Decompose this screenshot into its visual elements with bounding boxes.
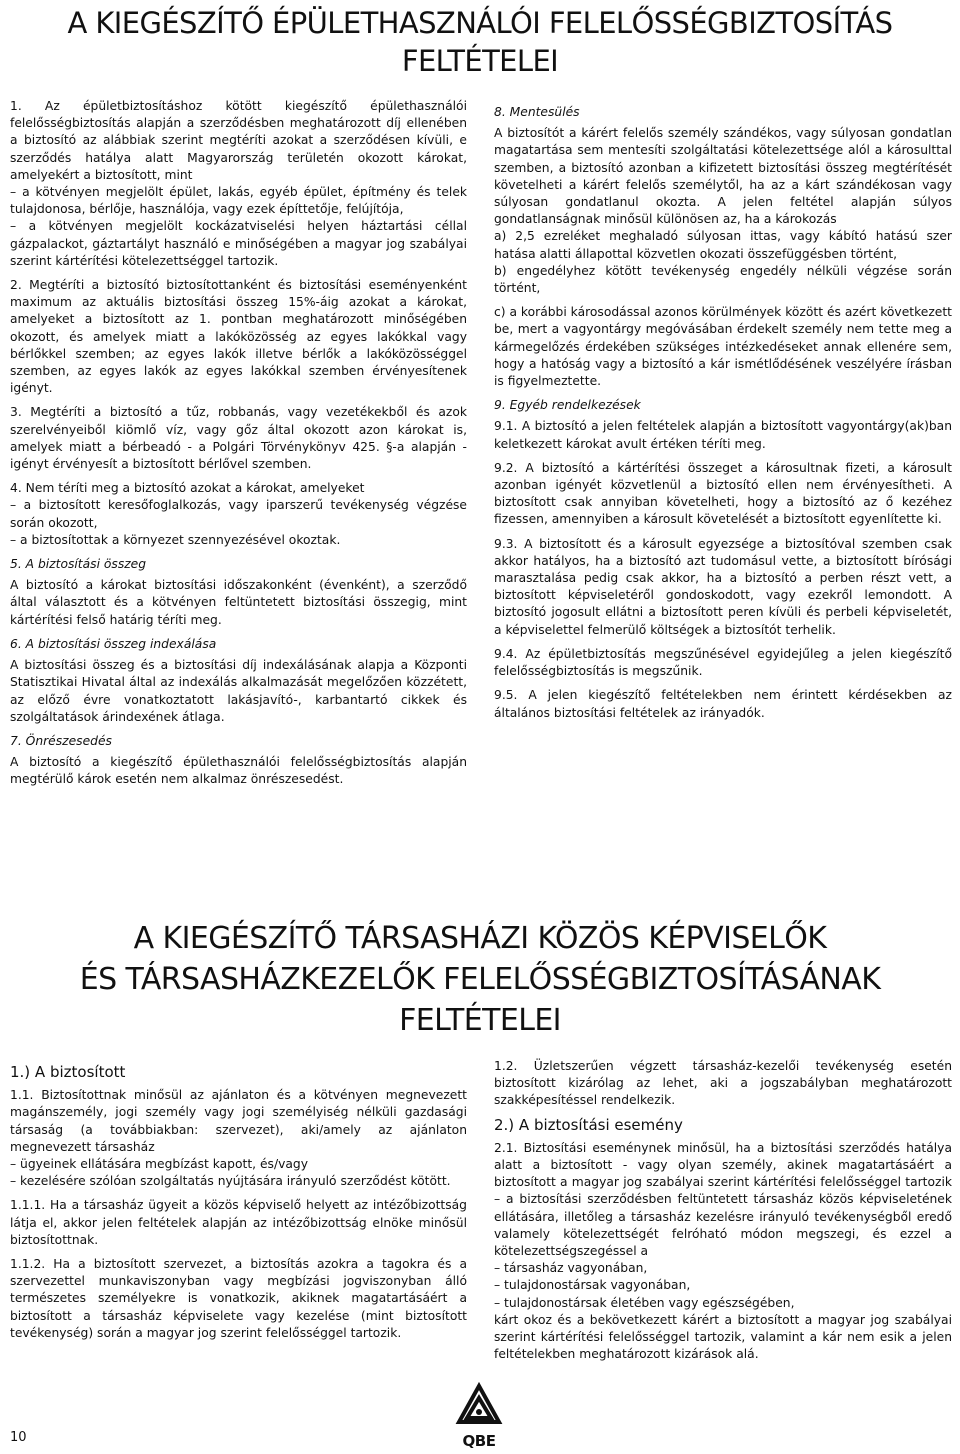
paragraph: 1.2. Üzletszerűen végzett társasház-kezelői tevékenység esetén biztosított kizárólag az lehet, aki a jogszabályban meghatározott szakképesítéssel rendelkezik. (494, 1059, 952, 1108)
section-heading: 9. Egyéb rendelkezések (494, 398, 641, 413)
section-heading: 5. A biztosítási összeg (10, 557, 147, 572)
paragraph: 9.1. A biztosító a jelen feltételek alapján a biztosított vagyontárgy(ak)ban keletkezett károkat avult értéken téríti meg. (494, 419, 952, 451)
paragraph: a) 2,5 ezreléket meghaladó súlyosan ittas, vagy kábító hatású szer hatása alatti állapottal közvetlen okozati összefüggésben történt, (494, 229, 952, 261)
section-heading: 1.) A biztosított (10, 1063, 126, 1081)
title-line: A KIEGÉSZÍTŐ TÁRSASHÁZI KÖZÖS KÉPVISELŐK (133, 921, 827, 956)
paragraph: 9.2. A biztosító a kártérítési összeget a károsultnak fizeti, a károsult azonban igényét közvetlenül a biztosító ellen nem érvényesítheti. A biztosított csak annyiban követelheti, hogy a biztosító az ő kezéhez fizessen, amennyiben a károsult követelését a biztosított egyenlítette ki. (494, 460, 952, 527)
title-line: FELTÉTELEI (401, 44, 559, 78)
paragraph: – kezelésére szólóan szolgáltatás nyújtására irányuló szerződést kötött. (10, 1174, 451, 1189)
paragraph: 9.4. Az épületbiztosítás megszűnésével egyidejűleg a jelen kiegészítő felelősségbiztosítás is megszűnik. (494, 646, 952, 679)
paragraph: – a biztosítottak a környezet szennyezésével okoztak. (10, 532, 341, 547)
column-right-bottom (494, 1058, 952, 1370)
column-right-top (494, 98, 952, 729)
section-heading: 8. Mentesülés (494, 105, 580, 119)
paragraph: A biztosító a kiegészítő épülethasználói felelősségbiztosítás alapján megtérülő károk esetén nem alkalmaz önrészesedést. (10, 755, 467, 787)
paragraph: 9.3. A biztosított és a károsult egyezsége a biztosítóval szemben csak akkor hatályos, ha a biztosító azt tudomásul vette, a biztosított bírósági marasztalása pedig csak akkor, ha a biztosító a perben részt vett, a biztosított képviseletéről gondoskodott, vagy ezekről lemondott. A biztosító jogosult ellátni a biztosított peren kívüli és perbeli képviseletét, a képviselettel felmerülő költségek a biztosítót terhelik. (494, 536, 952, 637)
paragraph: 9.5. A jelen kiegészítő feltételekben nem érintett kérdésekben az általános biztosítási feltételek az irányadók. (494, 688, 952, 720)
paragraph: – tulajdonostársak vagyonában, (494, 1278, 691, 1293)
paragraph: kárt okoz és a bekövetkezett kárért a biztosított a magyar jog szabályai szerint kártérítési felelősséggel tartozik, valamint a kár nem esik a jelen feltételekben meghatározott kizárások alá. (494, 1312, 952, 1362)
paragraph: A biztosító a károkat biztosítási időszakonként (évenként), a szerződő által választott és a kötvényen feltüntetett biztosítási összegig, mint kártérítési felső határig téríti meg. (10, 578, 467, 627)
section-title-building-liability (0, 4, 960, 80)
paragraph: b) engedélyhez kötött tevékenység engedély nélküli végzése során történt, (494, 263, 952, 296)
paragraph: 1.1. Biztosítottnak minősül az ajánlaton és a kötvényen megnevezett magánszemély, jogi személy vagy jogi személyiség nélküli gazdasági társaság (a továbbiakban: szervezet), aki/amely az ajánlaton megnevezett társasház (10, 1088, 467, 1154)
paragraph: – a kötvényen megjelölt épület, lakás, egyéb épület, építmény és telek tulajdonosa, bérlője, használója, vagy ezek építtetője, felújítója, (10, 185, 467, 217)
paragraph: 3. Megtéríti a biztosító a tűz, robbanás, vagy vezetékekből és azok szerelvényeiből kiömlő víz, vagy gőz által okozott azon károkat is, amelyek miatt a bérbeadó - a Polgári Törvénykönyv 425. §-a alapján - igényt érvényesít a biztosított bérlővel szemben. (10, 405, 467, 472)
section-title-condominium-liability (0, 918, 960, 1041)
title-line: FELTÉTELEI (399, 1003, 561, 1038)
paragraph: c) a korábbi károsodással azonos körülmények között és azért következett be, mert a vagyontárgy megóvásában érdekelt személy nem tette meg a kármegelőzés érdekében szükséges intézkedéseket annak ellenére sem, hogy a hatóság vagy a biztosító a kár ismétlődésének veszélyére írásban is figyelmeztette. (494, 305, 952, 389)
paragraph: 1. Az épületbiztosításhoz kötött kiegészítő épülethasználói felelősségbiztosítás alapján a szerződésben meghatározott díj ellenében a biztosító az alábbiak szerint megtéríti azokat a szerződésen kívüli, e szerződés hatálya alatt Magyarország területén okozott károkat, amelyekért a biztosított, mint (10, 99, 467, 182)
paragraph: A biztosítási összeg és a biztosítási díj indexálásának alapja a Központi Statisztikai Hivatal által az indexálás alkalmazását megelőzően közzétett, az előző évre vonatkoztatott lakásjavító-, karbantartó cikkek és szolgáltatások árindexének átlaga. (10, 658, 467, 724)
column-left-bottom (10, 1058, 467, 1349)
section-heading: 2.) A biztosítási esemény (494, 1115, 683, 1134)
logo-text: QBE (462, 1432, 496, 1450)
paragraph: – tulajdonostársak életében vagy egészségében, (494, 1295, 795, 1310)
paragraph: – ügyeinek ellátására megbízást kapott, és/vagy (10, 1157, 308, 1172)
paragraph: A biztosítót a kárért felelős személy szándékos, vagy súlyosan gondatlan magatartása sem mentesíti szolgáltatási kötelezettsége alól a károsulttal szemben, a biztosító azonban a kifizetett biztosítási összeg megtérítését követelheti a kárért felelős személytől, ha az a kárt szándékosan vagy súlyosan gondatlanul okozta. A jelen feltétel alapján súlyos gondatlanságnak minősül különösen az, ha a károkozás (494, 126, 952, 227)
paragraph: – a kötvényen megjelölt kockázatviselési helyen háztartási céllal gázpalackot, gáztartályt használó e minőségében a magyar jog szabályai szerint kártérítési kötelezettséggel tartozik. (10, 219, 467, 268)
paragraph: 1.1.2. Ha a biztosított szervezet, a biztosítás azokra a tagokra és a szervezettel munkaviszonyban vagy megbízási jogviszonyban álló természetes személyekre is vonatkozik, akiknek magatartásáért a biztosított a társasház képviselete vagy kezelése (mint biztosított tevékenység) során a magyar jog szerint felelősséggel tartozik. (10, 1257, 467, 1340)
column-left-top (10, 98, 467, 796)
paragraph: 2.1. Biztosítási eseménynek minősül, ha a biztosítási szerződés hatálya alatt a biztosított - vagy olyan személy, akinek magatartásáért a biztosított a magyar jog szabályai szerint kártérítési felelősséggel tartozik – a biztosítási szerződésben feltüntetett társasház közös képviseletének ellátására, illetőleg a társasház kezelésre irányuló tevékenységből eredő valamely kötelezettségét felróható módon megszegi, és ezzel a kötelezettségszegéssel a (494, 1140, 952, 1259)
section-heading: 6. A biztosítási összeg indexálása (10, 636, 217, 651)
page-number: 10 (10, 1430, 27, 1445)
title-line: ÉS TÁRSASHÁZKEZELŐK FELELŐSSÉGBIZTOSÍTÁSÁNAK (79, 962, 881, 997)
section-heading: 7. Önrészesedés (10, 733, 112, 748)
paragraph: 1.1.1. Ha a társasház ügyeit a közös képviselő helyett az intézőbizottság látja el, akkor jelen feltételek alapján az intézőbizottság elnöke minősül biztosítottnak. (10, 1198, 467, 1247)
paragraph: – a biztosított keresőfoglalkozás, vagy iparszerű tevékenység végzése során okozott, (10, 498, 467, 530)
title-line: A KIEGÉSZÍTŐ ÉPÜLETHASZNÁLÓI FELELŐSSÉGBIZTOSÍTÁS (67, 6, 893, 40)
paragraph: – társasház vagyonában, (494, 1261, 648, 1276)
paragraph: 4. Nem téríti meg a biztosító azokat a károkat, amelyeket (10, 481, 365, 496)
paragraph: 2. Megtéríti a biztosító biztosítottanként és biztosítási eseményenként maximum az aktuális biztosítási összeg 15%-áig azokat a károkat, amelyeket a biztosított az 1. pontban meghatározott minőségében okozott, és amelyek miatt a lakóközösség az egyes lakókkal vagy bérlőkkel szemben; az egyes lakók illetve bérlők a lakóközösséggel szemben, az egyes lakók az egyes lakókkal szemben érvényesítenek igényt. (10, 278, 467, 396)
